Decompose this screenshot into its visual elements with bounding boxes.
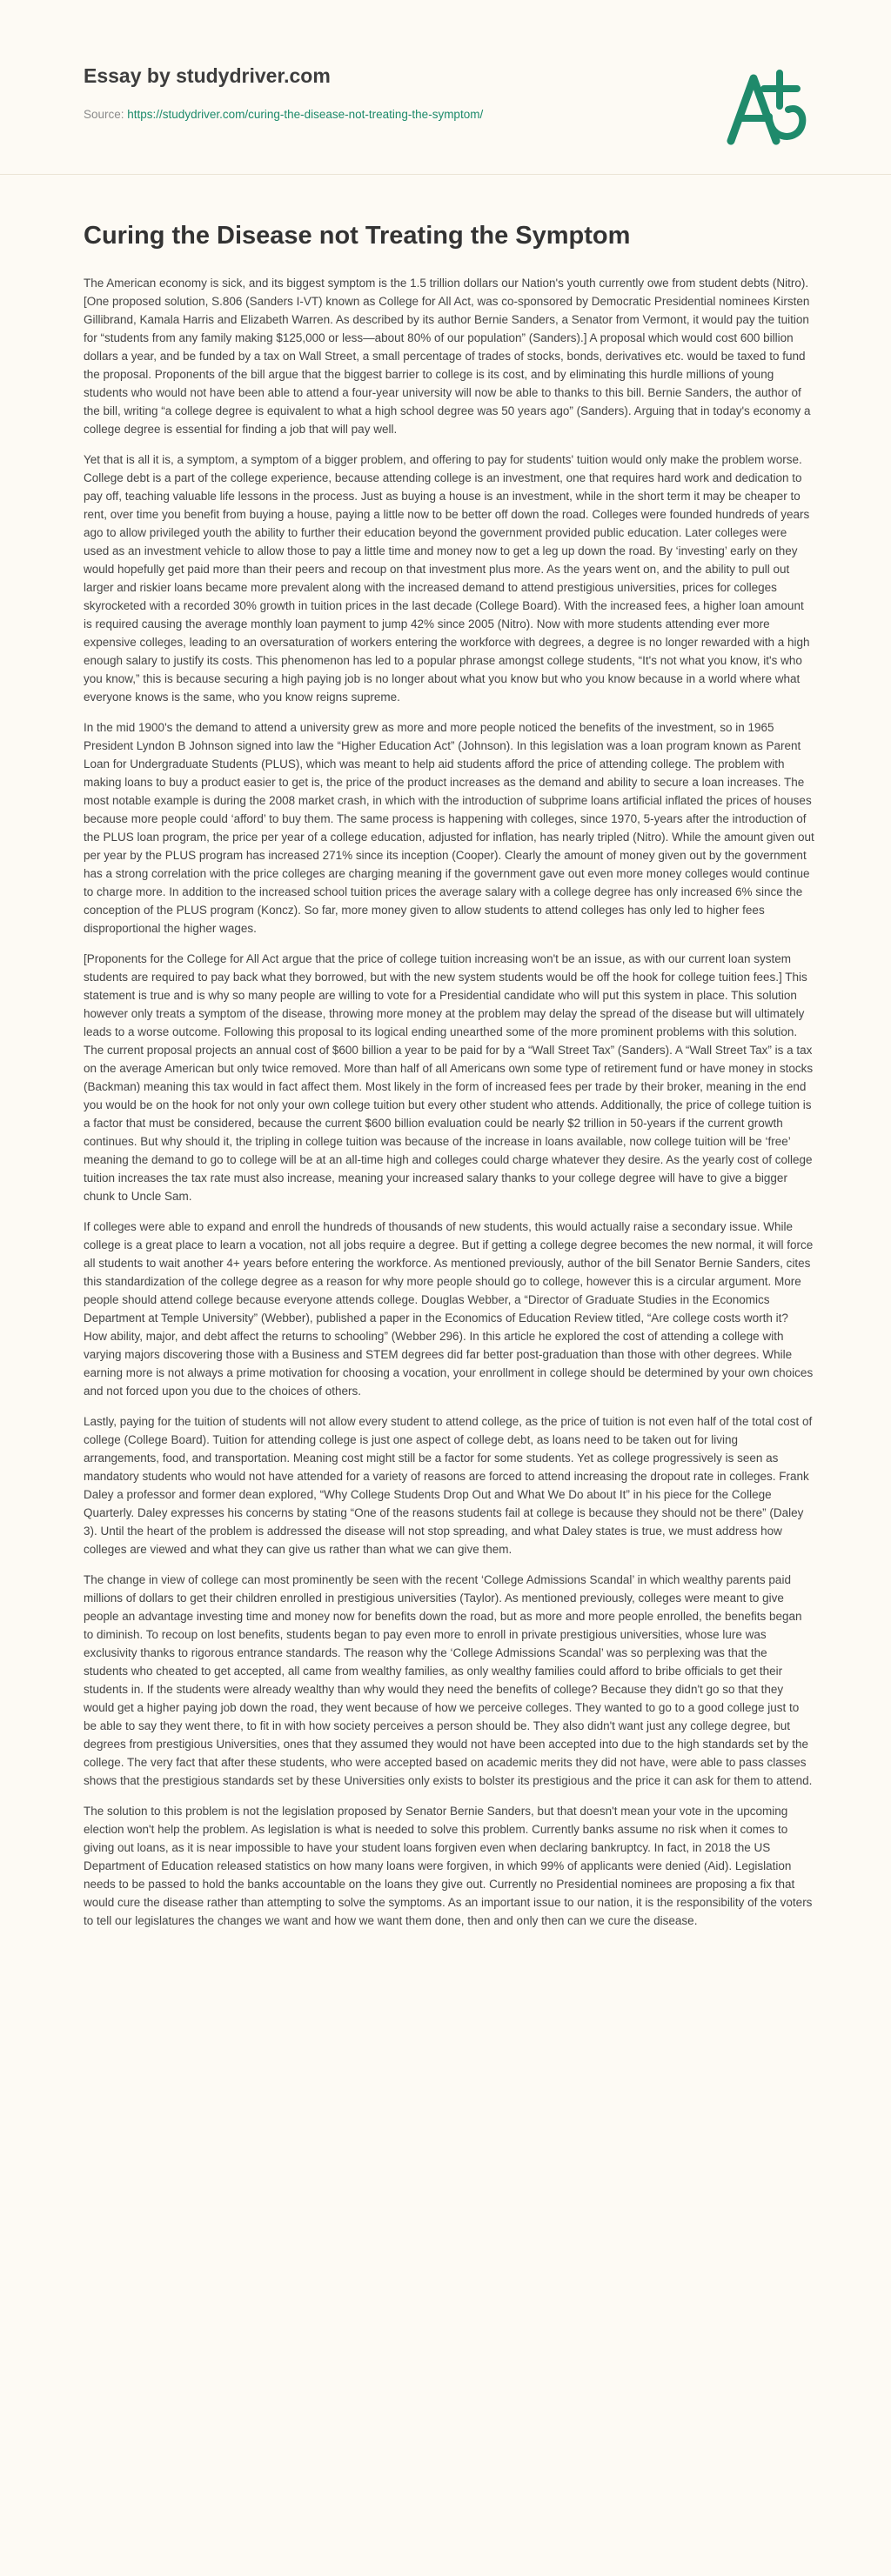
article-paragraph: In the mid 1900's the demand to attend a university grew as more and more people noticed the benefits of the investment, so in 1965 President Lyndon B Johnson signed into law the “Higher Education Act” (Johnson). In this legislation was a loan program known as Parent Loan for Undergraduate Students (PLUS), which was meant to help aid students afford the price of attending college. The problem with making loans to buy a product easier to get is, the price of the product increases as the demand and ability to secure a loan increases. The most notable example is during the 2008 market crash, in which with the introduction of subprime loans artificial inflated the prices of houses because more people could ‘afford’ to buy them. The same process is happening with colleges, since 1970, 5-years after the introduction of the PLUS loan program, the price per year of a college education, adjusted for inflation, has nearly tripled (Nitro). While the amount given out per year by the PLUS program has increased 271% since its inception (Cooper). Clearly the amount of money given out by the government has a strong correlation with the price colleges are charging meaning if the government gave out even more money colleges would continue to charge more. In addition to the increased school tuition prices the average salary with a college degree has only increased 6% since the conception of the PLUS program (Koncz). So far, more money given to allow students to attend colleges has only led to higher fees disproportional the higher wages. xyxy=(84,720,814,935)
article xyxy=(84,221,814,1942)
article-paragraph: Yet that is all it is, a symptom, a symptom of a bigger problem, and offering to pay for students' tuition would only make the problem worse. College debt is a part of the college experience, because attending college is an investment, one that requires hard work and dedication to pay off, teaching valuable life lessons in the process. Just as buying a house is an investment, while in the short term it may be cheaper to rent, over time you benefit from buying a house, paying a little now to be better off down the road. Colleges were founded hundreds of years ago to allow privileged youth the ability to further their education beyond the government provided public education. Later colleges were used as an investment vehicle to allow those to pay a little time and money now to get a leg up down the road. By ‘investing’ early on they would hopefully get paid more than their peers and recoup on that investment plus more. As the years went on, and the ability to pull out larger and riskier loans became more prevalent along with the increased demand to attend prestigious universities, prices for colleges skyrocketed with a recorded 30% growth in tuition prices in the last decade (College Board). With the increased fees, a higher loan amount is required causing the average monthly loan payment to jump 42% since 2005 (Nitro). Now with more students attending ever more expensive colleges, leading to an oversaturation of workers entering the workforce with degrees, a degree is no longer rewarded with a high enough salary to justify its costs. This phenomenon has led to a popular phrase amongst college students, “It's not what you know, it's who you know,” this is because securing a high paying job is no longer about what you know but who you know because in a world where what everyone knows is the same, who you know reigns supreme. xyxy=(84,452,810,704)
article-paragraph: The American economy is sick, and its biggest symptom is the 1.5 trillion dollars our Nation's youth currently owe from student debts (Nitro). [One proposed solution, S.806 (Sanders I-VT) known as College for All Act, was co-sponsored by Democratic Presidential nominees Kirsten Gillibrand, Kamala Harris and Elizabeth Warren. As described by its author Bernie Sanders, a Senator from Vermont, it would pay the tuition for “students from any family making $125,000 or less—about 80% of our population” (Sanders).] A proposal which would cost 600 billion dollars a year, and be funded by a tax on Wall Street, a small percentage of trades of stocks, bonds, derivatives etc. would be taxed to fund the proposal. Proponents of the bill argue that the biggest barrier to college is its cost, and by eliminating this hurdle millions of young students who would not have been able to attend a four-year university will now be able to thanks to this bill. Bernie Sanders, the author of the bill, writing “a college degree is equivalent to what a high school degree was 50 years ago” (Sanders). Arguing that in today's economy a college degree is essential for finding a job that will pay well. xyxy=(84,276,811,436)
site-title: Essay by studydriver.com xyxy=(84,64,331,87)
article-paragraph: The solution to this problem is not the legislation proposed by Senator Bernie Sanders, but that doesn't mean your vote in the upcoming election won't help the problem. As legislation is what is needed to solve this problem. Currently banks assume no risk when it comes to giving out loans, as it is near impossible to have your student loans forgiven even when declaring bankruptcy. In fact, in 2018 the US Department of Education released statistics on how many loans were forgiven, in which 99% of applicants were denied (Aid). Legislation needs to be passed to hold the banks accountable on the loans they give out. Currently no Presidential nominees are proposing a fix that would cure the disease rather than attempting to solve the symptoms. As an important issue to our nation, it is the responsibility of the voters to tell our legislatures the changes we want and how we want them done, then and only then can we cure the disease. xyxy=(84,1804,813,1927)
article-paragraph: Lastly, paying for the tuition of students will not allow every student to attend college, as the price of tuition is not even half of the total cost of college (College Board). Tuition for attending college is just one aspect of college debt, as loans need to be taken out for living arrangements, food, and transportation. Meaning cost might still be a factor for some students. Yet as college progressively is seen as mandatory students who would not have attended for a variety of reasons are forced to attend increasing the dropout rate in colleges. Frank Daley a professor and former dean explored, “Why College Students Drop Out and What We Do about It” in his piece for the College Quarterly. Daley expresses his concerns by stating “One of the reasons students fail at college is because they should not be there” (Daley 3). Until the heart of the problem is addressed the disease will not stop spreading, and what Daley states is true, we must address how colleges are viewed and what they can give us rather than what we can give them. xyxy=(84,1414,813,1556)
source-link[interactable]: https://studydriver.com/curing-the-disease-not-treating-the-symptom/ xyxy=(127,108,484,121)
article-paragraph: [Proponents for the College for All Act argue that the price of college tuition increasing won't be an issue, as with our current loan system students are required to pay back what they borrowed, but with the new system students would be off the hook for college tuition fees.] This statement is true and is why so many people are willing to vote for a Presidential candidate who will put this system in place. This solution however only treats a symptom of the disease, throwing more money at the problem may delay the spread of the disease but will ultimately leads to a worse outcome. Following this proposal to its logical ending unearthed some of the more prominent problems with this solution. The current proposal projects an annual cost of $600 billion a year to be paid for by a “Wall Street Tax” (Sanders). A “Wall Street Tax” is a tax on the average American but only twice removed. More than half of all Americans own some type of retirement fund or have money in stocks (Backman) meaning this tax would in fact affect them. Most likely in the form of increased fees per trade by their broker, meaning in the end you would be on the hook for not only your own college tuition but every other student who attends. Additionally, the price of college tuition is a factor that must be considered, because the current $600 billion evaluation could be nearly $2 trillion in 50-years if the current growth continues. But why should it, the tripling in college tuition was because of the increase in loans available, now college tuition will be ‘free’ meaning the demand to go to college will be at an all-time high and colleges could charge whatever they desire. As the yearly cost of college tuition increases the tax rate must also increase, meaning your increased salary thanks to your college degree will have to give a bigger chunk to Uncle Sam. xyxy=(84,951,814,1203)
source-line xyxy=(84,108,483,121)
a-plus-logo-icon xyxy=(719,56,814,151)
article-paragraph: The change in view of college can most prominently be seen with the recent ‘College Admissions Scandal’ in which wealthy parents paid millions of dollars to get their children enrolled in prestigious universities (Taylor). As mentioned previously, colleges were meant to give people an advantage investing time and money now for benefits down the road, but as more and more people enrolled, the benefits began to diminish. To recoup on lost benefits, students began to pay even more to enroll in private prestigious universities, whose lure was exclusivity thanks to rigorous entrance standards. The reason why the ‘College Admissions Scandal’ was so perplexing was that the students who cheated to get accepted, all came from wealthy families, as only wealthy families could afford to bribe officials to get their students in. If the students were already wealthy than why would they need the benefits of college? Because they didn't go so that they would get a higher paying job down the road, they went because of how we perceive colleges. They wanted to go to a good college just to be able to say they went there, to fit in with how society perceives a person should be. They also didn't want just any college degree, but degrees from prestigious Universities, ones that they assumed they would not have been accepted into due to the high standards set by the college. The very fact that after these students, who were accepted based on academic merits they did not have, were able to pass classes shows that the prestigious standards set by these Universities only exists to bolster its prestigious and the price it can ask for them to attend. xyxy=(84,1572,813,1787)
article-paragraph: If colleges were able to expand and enroll the hundreds of thousands of new students, this would actually raise a secondary issue. While college is a great place to learn a vocation, not all jobs require a degree. But if getting a college degree becomes the new normal, it will force all students to wait another 4+ years before entering the workforce. As mentioned previously, author of the bill Senator Bernie Sanders, cites this standardization of the college degree as a reason for why more people should go to college, however this is a circular argument. More people should attend college because everyone attends college. Douglas Webber, a “Director of Graduate Studies in the Economics Department at Temple University” (Webber), published a paper in the Economics of Education Review titled, “Are college costs worth it? How ability, major, and debt affect the returns to schooling” (Webber 296). In this article he explored the cost of attending a college with varying majors discovering those with a Business and STEM degrees did far better post-graduation than those with other degrees. While earning more is not always a prime motivation for choosing a vocation, your enrollment in college should be determined by your own choices and not forced upon you due to the choices of others. xyxy=(84,1219,814,1398)
site-header xyxy=(0,0,891,175)
article-title: Curing the Disease not Treating the Symptom xyxy=(84,222,631,250)
source-label: Source: xyxy=(84,108,128,121)
